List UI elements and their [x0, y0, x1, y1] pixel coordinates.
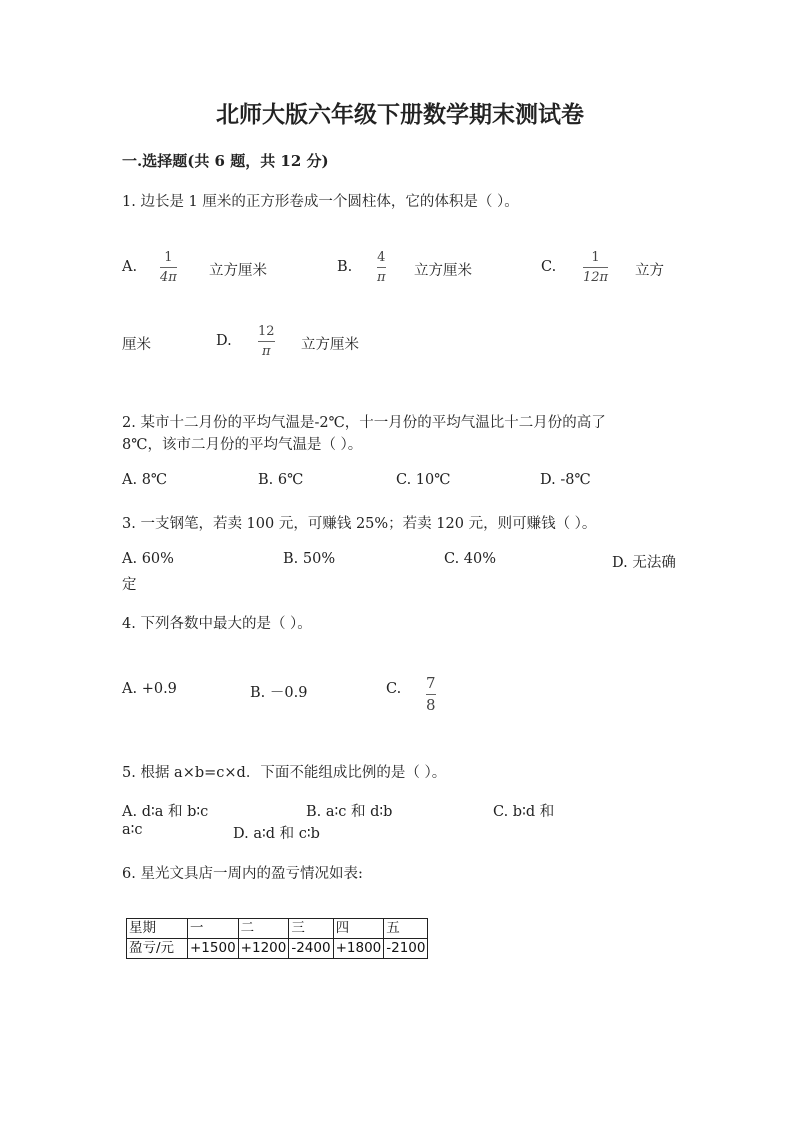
- q1-option-d-label: D.: [216, 333, 232, 349]
- table-cell: -2400: [289, 939, 333, 959]
- q3-option-b: B. 50%: [283, 551, 336, 567]
- q3-stem: 3. 一支钢笔，若卖 100 元，可赚钱 25%；若卖 120 元，则可赚钱（ ）。: [122, 516, 597, 532]
- q1-option-a-numerator: 1: [164, 250, 173, 265]
- q4-option-c-fraction: [426, 676, 436, 713]
- q2-stem-line1: 2. 某市十二月份的平均气温是-2℃，十一月份的平均气温比十二月份的高了: [122, 415, 606, 431]
- table-header-cell: 星期: [127, 919, 188, 939]
- section-heading: 一.选择题(共 6 题，共 12 分): [122, 152, 329, 170]
- table-cell: +1200: [238, 939, 289, 959]
- table-header-cell: 二: [238, 919, 289, 939]
- q6-stem: 6. 星光文具店一周内的盈亏情况如表:: [122, 866, 363, 882]
- q3-option-d-continued: 定: [122, 577, 137, 593]
- q4-option-c-numerator: 7: [426, 674, 436, 692]
- q5-stem: 5. 根据 a×b=c×d．下面不能组成比例的是（ ）。: [122, 765, 447, 781]
- q1-option-a-unit: 立方厘米: [209, 263, 267, 279]
- q1-option-c-fraction: [583, 251, 608, 284]
- q5-option-c-continued: a∶c: [122, 822, 143, 838]
- table-header-cell: 一: [188, 919, 239, 939]
- q4-option-c-label: C.: [386, 681, 402, 697]
- page-title: 北师大版六年级下册数学期末测试卷: [216, 101, 584, 128]
- q1-option-b-fraction: [377, 251, 386, 284]
- q2-option-c: C. 10℃: [396, 472, 451, 488]
- q3-option-a: A. 60%: [122, 551, 174, 567]
- q1-option-d-denominator: π: [262, 344, 271, 359]
- q1-option-c-numerator: 1: [591, 250, 600, 265]
- q1-option-a-denominator: 4π: [160, 270, 177, 285]
- q1-option-d-unit: 立方厘米: [301, 337, 359, 353]
- q1-option-c-unit: 立方: [635, 263, 664, 279]
- q1-option-d-numerator: 12: [258, 324, 275, 339]
- table-header-row: [127, 919, 428, 939]
- table-cell: 盈亏/元: [127, 939, 188, 959]
- q2-option-a: A. 8℃: [122, 472, 168, 488]
- q1-option-c-label: C.: [541, 259, 557, 275]
- q4-stem: 4. 下列各数中最大的是（ ）。: [122, 616, 312, 632]
- q5-option-d: D. a∶d 和 c∶b: [233, 826, 320, 842]
- table-header-cell: 三: [289, 919, 333, 939]
- q5-option-b: B. a∶c 和 d∶b: [306, 804, 393, 820]
- q4-option-c-denominator: 8: [426, 696, 436, 714]
- table-cell: +1800: [333, 939, 384, 959]
- q1-option-b-label: B.: [337, 259, 353, 275]
- q1-option-c-unit-continued: 厘米: [122, 337, 151, 353]
- q1-option-b-denominator: π: [377, 270, 386, 285]
- q1-option-a-fraction: [160, 251, 177, 284]
- q5-option-c: C. b∶d 和: [493, 804, 555, 820]
- q1-option-b-unit: 立方厘米: [414, 263, 472, 279]
- table-header-cell: 四: [333, 919, 384, 939]
- q3-option-c: C. 40%: [444, 551, 497, 567]
- q3-option-d: D. 无法确: [612, 555, 676, 571]
- table-cell: +1500: [188, 939, 239, 959]
- table-header-cell: 五: [384, 919, 428, 939]
- q1-option-c-denominator: 12π: [583, 270, 609, 285]
- q2-option-d: D. -8℃: [540, 472, 591, 488]
- q5-option-a: A. d∶a 和 b∶c: [122, 804, 209, 820]
- q1-option-a-label: A.: [122, 259, 138, 275]
- profit-loss-table: [126, 918, 428, 959]
- table-cell: -2100: [384, 939, 428, 959]
- q4-option-b: B. －0.9: [250, 685, 308, 701]
- q1-stem: 1. 边长是 1 厘米的正方形卷成一个圆柱体，它的体积是（ ）。: [122, 194, 519, 210]
- table-row: [127, 939, 428, 959]
- q1-option-d-fraction: [258, 325, 275, 358]
- q1-option-b-numerator: 4: [377, 250, 386, 265]
- q4-option-a: A. +0.9: [122, 681, 177, 697]
- q2-option-b: B. 6℃: [258, 472, 304, 488]
- q2-stem-line2: 8℃，该市二月份的平均气温是（ ）。: [122, 437, 363, 453]
